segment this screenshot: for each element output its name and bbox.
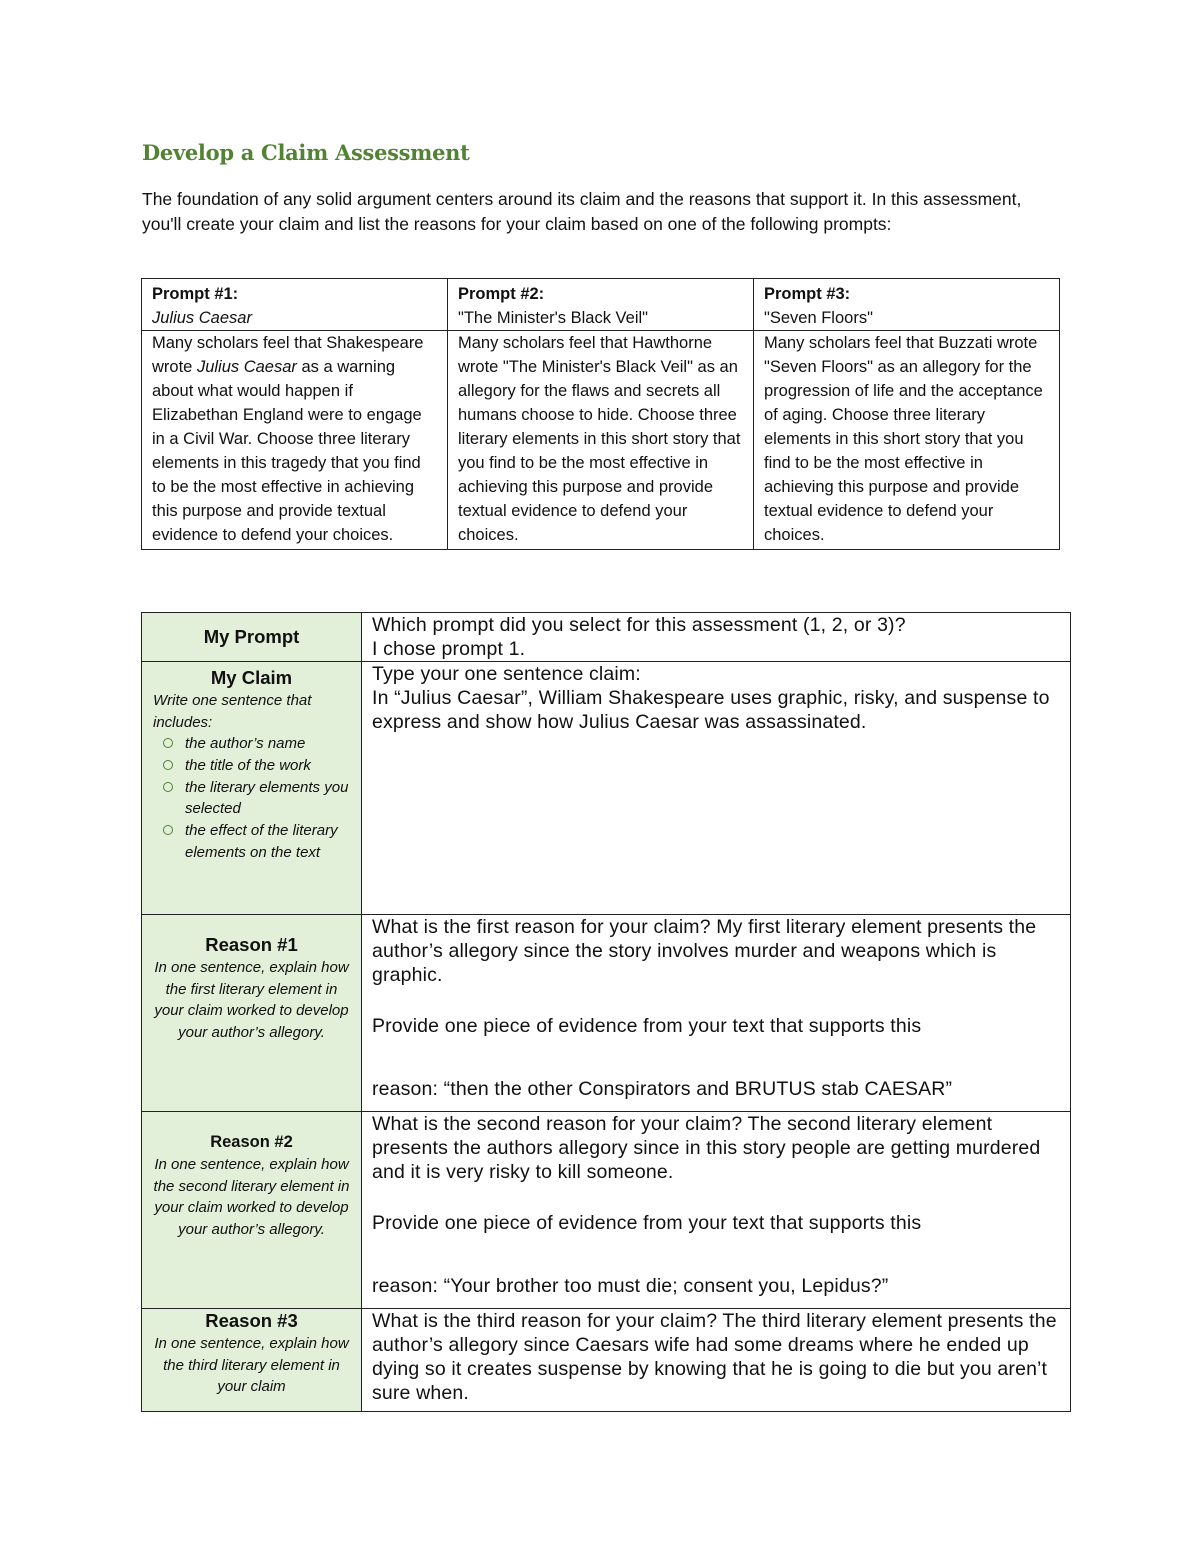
prompt-table [141, 278, 1060, 550]
claim-bullet-text: the author’s name [185, 735, 306, 752]
prompt-3-body [754, 331, 1060, 550]
reason-1-evidence[interactable]: reason: “then the other Conspirators and BRUTUS stab CAESAR” [372, 1078, 953, 1100]
my-claim-label-cell [142, 662, 362, 915]
my-prompt-answer[interactable]: I chose prompt 1. [372, 638, 526, 660]
my-prompt-label: My Prompt [203, 626, 300, 647]
claim-bullet [163, 777, 350, 821]
prompt-2-label: Prompt #2: [458, 285, 545, 303]
prompt-1-body [142, 331, 448, 550]
my-prompt-row [142, 613, 1071, 662]
prompt-1-text-before: Many scholars feel that Shakespeare wrote [152, 334, 424, 376]
claim-bullet-text: the title of the work [185, 756, 311, 774]
my-claim-answer-cell[interactable] [362, 662, 1071, 915]
reason-1-instructions: In one sentence, explain how the first literary element in your claim worked to develop your author’s allegory. [154, 959, 349, 1041]
reason-3-answer-cell[interactable] [362, 1309, 1071, 1412]
my-claim-question: Type your one sentence claim: [372, 663, 641, 685]
claim-bullet [163, 755, 350, 777]
prompt-3-header [754, 279, 1060, 332]
my-prompt-label-cell [142, 613, 362, 662]
reason-2-label: Reason #2 [210, 1133, 293, 1151]
circle-bullet-icon [163, 760, 173, 770]
claim-bullet-text: the literary elements you selected [185, 778, 349, 818]
response-table [141, 612, 1071, 1412]
prompt-3-label: Prompt #3: [764, 285, 851, 303]
reason-2-row [142, 1112, 1071, 1309]
reason-1-answer-cell[interactable] [362, 915, 1071, 1112]
reason-2-evidence[interactable]: reason: “Your brother too must die; consent you, Lepidus?” [372, 1275, 889, 1297]
reason-2-label-cell [142, 1112, 362, 1309]
reason-3-row [142, 1309, 1071, 1412]
my-prompt-question: Which prompt did you select for this assessment (1, 2, or 3)? [372, 614, 906, 636]
my-claim-row [142, 662, 1071, 915]
circle-bullet-icon [163, 825, 173, 835]
prompt-3-work: "Seven Floors" [754, 306, 1059, 331]
reason-2-answer[interactable]: What is the second reason for your claim? The second literary element presents the authors allegory since in this story people are getting murdered and it is very risky to kill someone. [372, 1113, 1041, 1183]
reason-1-label: Reason #1 [205, 934, 298, 955]
prompt-1-header [142, 279, 448, 332]
intro-paragraph: The foundation of any solid argument centers around its claim and the reasons that support it. In this assessment, you'll create your claim and list the reasons for your claim based on one of the following prompts: [142, 189, 1022, 234]
claim-bullet [163, 820, 350, 864]
prompt-2-header [448, 279, 754, 332]
prompt-3-text: Many scholars feel that Buzzati wrote "Seven Floors" as an allegory for the progression of life and the acceptance of aging. Choose three literary elements in this short story that you find to be the most effective in achieving this purpose and provide textual evidence to defend your choices. [764, 334, 1043, 544]
prompt-1-text [152, 331, 437, 547]
reason-2-instructions: In one sentence, explain how the second literary element in your claim worked to develop your author’s allegory. [153, 1156, 350, 1238]
reason-3-label-cell [142, 1309, 362, 1412]
my-claim-instructions: Write one sentence that includes: [153, 692, 312, 731]
reason-1-evidence-prompt: Provide one piece of evidence from your text that supports this [372, 1015, 922, 1037]
circle-bullet-icon [163, 738, 173, 748]
page-title: Develop a Claim Assessment [142, 140, 470, 165]
reason-1-label-cell [142, 915, 362, 1112]
reason-3-label: Reason #3 [205, 1310, 298, 1331]
claim-bullet-text: the effect of the literary elements on the text [185, 822, 338, 861]
my-claim-label: My Claim [210, 667, 293, 688]
claim-bullet-list [153, 733, 350, 864]
prompt-2-body [448, 331, 754, 550]
claim-bullet [163, 733, 350, 755]
prompt-2-work: "The Minister's Black Veil" [448, 306, 753, 331]
prompt-1-label: Prompt #1: [152, 285, 239, 303]
prompt-2-text: Many scholars feel that Hawthorne wrote "The Minister's Black Veil" as an allegory for the flaws and secrets all humans choose to hide. Choose three literary elements in this short story that you find to be the most effective in achieving this purpose and provide textual evidence to defend your choices. [458, 334, 741, 544]
prompt-1-work: Julius Caesar [142, 306, 447, 331]
reason-2-answer-cell[interactable] [362, 1112, 1071, 1309]
reason-2-evidence-prompt: Provide one piece of evidence from your text that supports this [372, 1212, 922, 1234]
reason-1-row [142, 915, 1071, 1112]
my-claim-answer[interactable]: In “Julius Caesar”, William Shakespeare uses graphic, risky, and suspense to express and show how Julius Caesar was assassinated. [372, 687, 1050, 733]
reason-1-answer[interactable]: What is the first reason for your claim? My first literary element presents the author’s allegory since the story involves murder and weapons which is graphic. [372, 916, 1037, 986]
my-prompt-answer-cell[interactable] [362, 613, 1071, 662]
prompt-1-text-after: as a warning about what would happen if Elizabethan England were to engage in a Civil War. Choose three literary elements in this tragedy that you find to be the most effective in achieving this purpose and provide textual evidence to defend your choices. [152, 358, 422, 544]
prompt-1-text-italic: Julius Caesar [196, 358, 297, 376]
circle-bullet-icon [163, 782, 173, 792]
reason-3-answer[interactable]: What is the third reason for your claim? The third literary element presents the author’s allegory since Caesars wife had some dreams where he ended up dying so it creates suspense by knowing that he is going to die but you aren’t sure when. [372, 1310, 1057, 1404]
reason-3-instructions: In one sentence, explain how the third literary element in your claim [154, 1335, 349, 1395]
